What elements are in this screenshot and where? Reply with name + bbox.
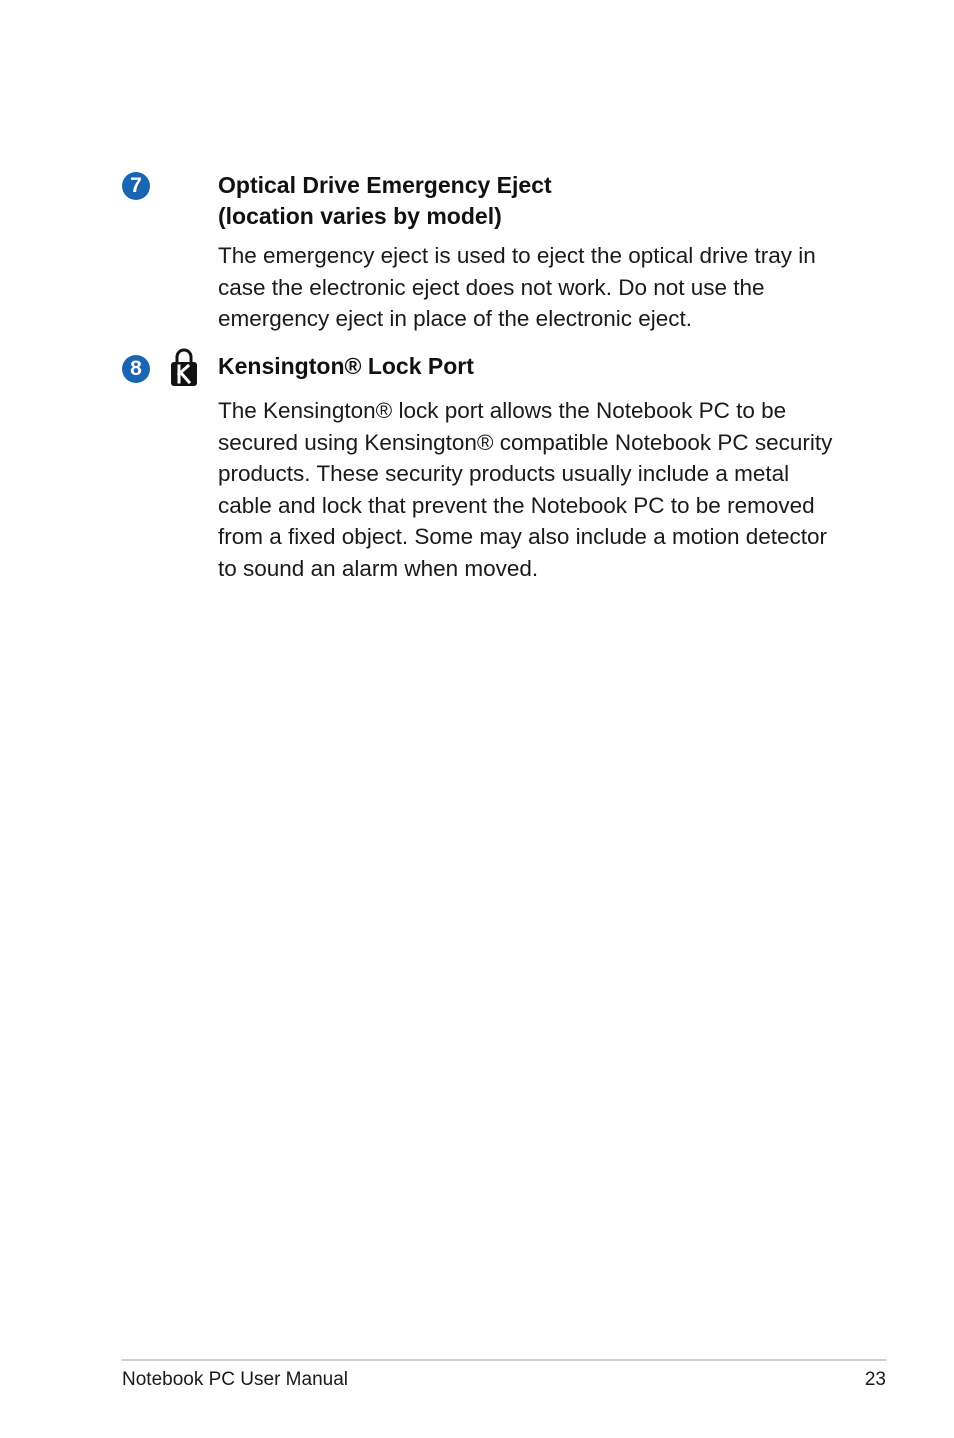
- item-description: The Kensington® lock port allows the Notebook PC to be secured using Kensington® compatible Notebook PC security products. These security products usually include a metal cable and lock that prevent the Notebook PC to be removed from a fixed object. Some may also include a motion detector to sound an alarm when moved.: [218, 398, 833, 581]
- item-title-line2: (location varies by model): [218, 203, 502, 229]
- item-number-badge: 7: [122, 172, 150, 200]
- item-number-badge: 8: [122, 355, 150, 383]
- footer-page-number: 23: [864, 1369, 886, 1390]
- footer-manual-title: Notebook PC User Manual: [122, 1369, 348, 1390]
- item-title-line1: Optical Drive Emergency Eject: [218, 172, 552, 198]
- item-title-line1: Kensington® Lock Port: [218, 353, 474, 379]
- footer-divider: [122, 1359, 886, 1361]
- kensington-lock-icon: [169, 347, 199, 387]
- item-description: The emergency eject is used to eject the optical drive tray in case the electronic eject does not work. Do not use the emergency eject in place of the electronic eject.: [218, 243, 816, 332]
